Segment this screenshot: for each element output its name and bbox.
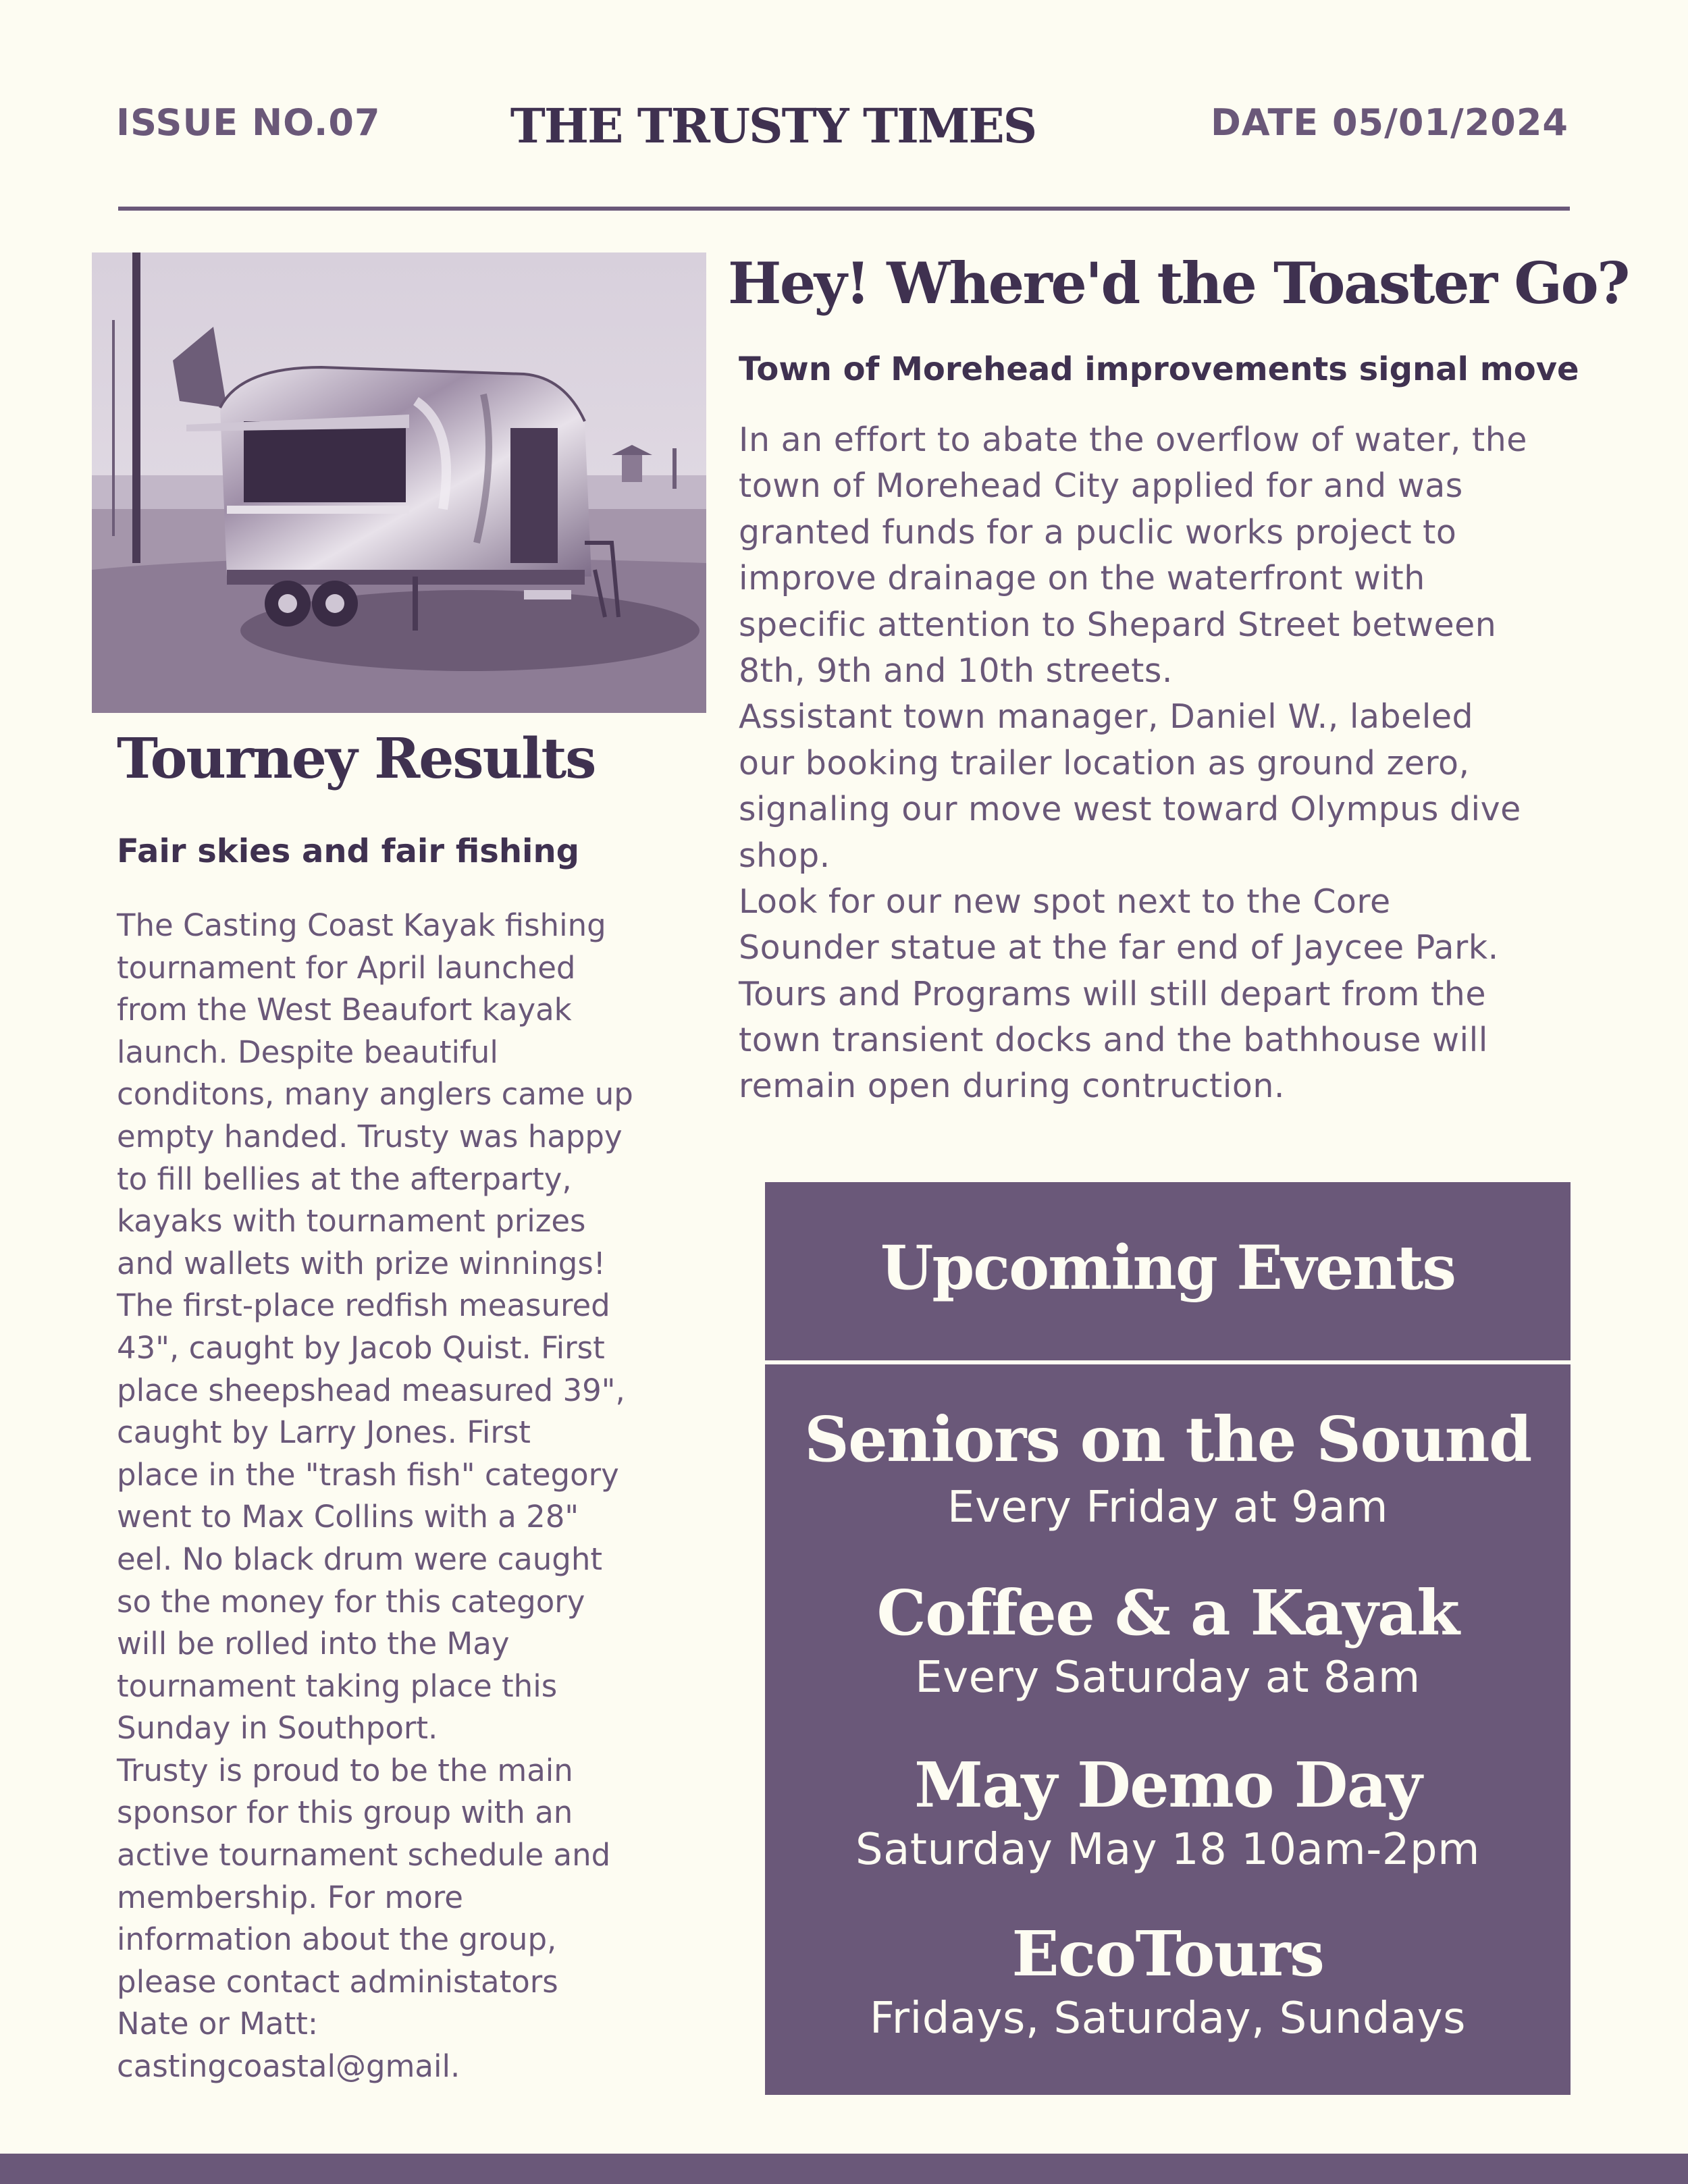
toaster-line: remain open during contruction.	[739, 1067, 1285, 1106]
toaster-line: shop.	[739, 836, 830, 875]
tourney-line: to fill bellies at the afterparty,	[117, 1161, 572, 1197]
tourney-line: from the West Beaufort kayak	[117, 992, 572, 1028]
toaster-line: town transient docks and the bathhouse will	[739, 1021, 1488, 1060]
toaster-line: specific attention to Shepard Street between	[739, 605, 1497, 644]
tourney-line: went to Max Collins with a 28"	[117, 1499, 579, 1535]
tourney-line: and wallets with prize winnings!	[117, 1245, 606, 1281]
masthead-rule	[118, 207, 1570, 211]
tourney-line: please contact administators	[117, 1963, 558, 2000]
tourney-line: active tournament schedule and	[117, 1837, 611, 1873]
toaster-line: Look for our new spot next to the Core	[739, 882, 1391, 921]
toaster-article-body	[739, 417, 1583, 1110]
event-time-ecotours: Fridays, Saturday, Sundays	[870, 1994, 1466, 2044]
events-heading: Upcoming Events	[880, 1232, 1456, 1304]
tourney-heading: Tourney Results	[117, 726, 596, 791]
tourney-line: eel. No black drum were caught	[117, 1541, 603, 1577]
tourney-line: tournament taking place this	[117, 1668, 558, 1704]
tourney-line: will be rolled into the May	[117, 1626, 510, 1662]
tourney-line: place in the "trash fish" category	[117, 1456, 619, 1493]
toaster-line: our booking trailer location as ground zero,	[739, 743, 1470, 782]
toaster-line: granted funds for a puclic works project to	[739, 512, 1457, 552]
newspaper-title: THE TRUSTY TIMES	[510, 98, 1036, 154]
tourney-line: information about the group,	[117, 1921, 557, 1958]
issue-date: DATE 05/01/2024	[1211, 101, 1568, 144]
toaster-line: Sounder statue at the far end of Jaycee Park.	[739, 928, 1499, 967]
tourney-line: so the money for this category	[117, 1583, 585, 1620]
footer-bar	[0, 2154, 1688, 2184]
toaster-line: Assistant town manager, Daniel W., labeled	[739, 697, 1474, 737]
tourney-line: place sheepshead measured 39",	[117, 1372, 625, 1408]
tourney-subheading: Fair skies and fair fishing	[117, 832, 580, 870]
tourney-line: Sunday in Southport.	[117, 1710, 438, 1747]
tourney-line: Trusty is proud to be the main	[117, 1752, 573, 1788]
toaster-line: signaling our move west toward Olympus dive	[739, 790, 1521, 829]
airstream-trailer-photo	[92, 252, 706, 713]
event-time-coffee: Every Saturday at 8am	[915, 1653, 1421, 1703]
event-title-demo-day: May Demo Day	[914, 1749, 1421, 1821]
tourney-line: launch. Despite beautiful	[117, 1034, 498, 1070]
tourney-line: kayaks with tournament prizes	[117, 1203, 586, 1240]
event-title-ecotours: EcoTours	[1011, 1917, 1324, 1990]
tourney-line: tournament for April launched	[117, 949, 576, 986]
toaster-heading: Hey! Where'd the Toaster Go?	[728, 250, 1629, 317]
tourney-line: The Casting Coast Kayak fishing	[117, 907, 606, 943]
event-title-coffee: Coffee & a Kayak	[876, 1576, 1459, 1649]
toaster-line: improve drainage on the waterfront with	[739, 559, 1425, 598]
toaster-line: 8th, 9th and 10th streets.	[739, 651, 1173, 690]
tourney-line: The first-place redfish measured	[117, 1287, 610, 1324]
toaster-line: In an effort to abate the overflow of water, the	[739, 421, 1527, 459]
toaster-line: town of Morehead City applied for and was	[739, 467, 1463, 506]
event-title-seniors: Seniors on the Sound	[804, 1403, 1531, 1476]
issue-number: ISSUE NO.07	[116, 101, 381, 144]
toaster-line: Tours and Programs will still depart from the	[739, 974, 1486, 1013]
events-divider	[765, 1360, 1571, 1364]
toaster-subheading: Town of Morehead improvements signal move	[739, 350, 1579, 388]
tourney-line: empty handed. Trusty was happy	[117, 1118, 623, 1154]
contact-email: castingcoastal@gmail.	[117, 2048, 460, 2085]
tourney-line: Nate or Matt:	[117, 2006, 319, 2042]
tourney-line: 43", caught by Jacob Quist. First	[117, 1329, 605, 1366]
tourney-line: caught by Larry Jones. First	[117, 1414, 531, 1451]
trailer-illustration	[92, 252, 706, 713]
tourney-article-body	[117, 905, 724, 2088]
event-time-seniors: Every Friday at 9am	[947, 1483, 1388, 1533]
tourney-line: membership. For more	[117, 1879, 463, 1915]
tourney-line: conditons, many anglers came up	[117, 1076, 633, 1113]
tourney-line: sponsor for this group with an	[117, 1794, 573, 1831]
event-time-demo-day: Saturday May 18 10am-2pm	[855, 1825, 1480, 1875]
